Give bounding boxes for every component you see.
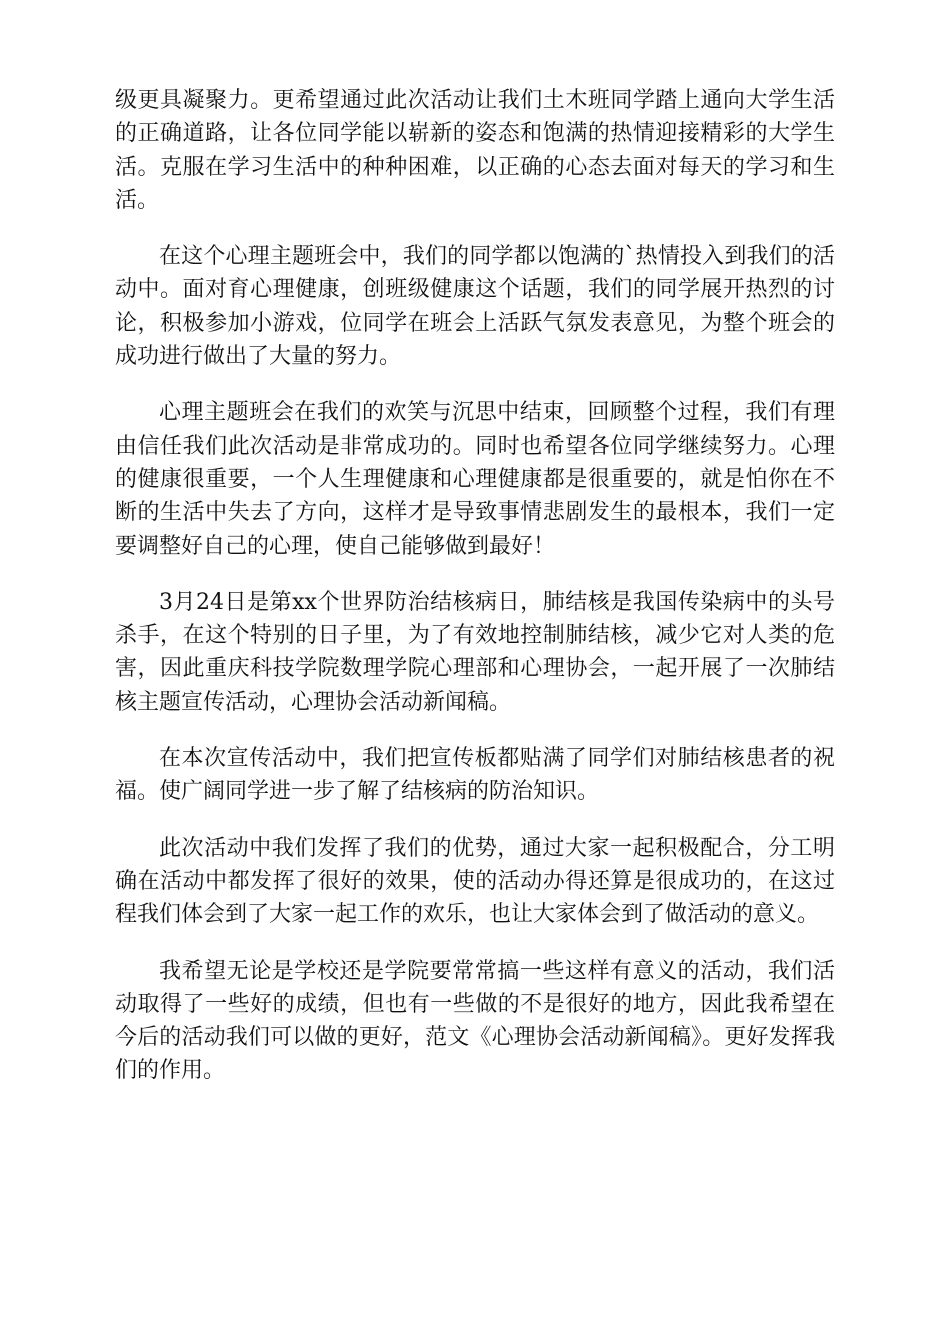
paragraph-1: 级更具凝聚力。更希望通过此次活动让我们土木班同学踏上通向大学生活的正确道路，让各位同学能以崭新的姿态和饱满的热情迎接精彩的大学生活。克服在学习生活中的种种困难，以正确的心态去面对每天的学习和生活。 [115,88,835,213]
paragraph-3: 心理主题班会在我们的欢笑与沉思中结束，回顾整个过程，我们有理由信任我们此次活动是非常成功的。同时也希望各位同学继续努力。心理的健康很重要，一个人生理健康和心理健康都是很重要的，就是怕你在不断的生活中失去了方向，这样才是导致事情悲剧发生的最根本，我们一定要调整好自己的心理，使自己能够做到最好！ [115,400,835,559]
paragraph-7: 我希望无论是学校还是学院要常常搞一些这样有意义的活动，我们活动取得了一些好的成绩，但也有一些做的不是很好的地方，因此我希望在今后的活动我们可以做的更好，范文《心理协会活动新闻稿》。更好发挥我们的作用。 [115,958,835,1084]
paragraph-6: 此次活动中我们发挥了我们的优势，通过大家一起积极配合，分工明确在活动中都发挥了很好的效果，使的活动办得还算是很成功的，在这过程我们体会到了大家一起工作的欢乐，也让大家体会到了做活动的意义。 [115,835,835,928]
paragraph-5: 在本次宣传活动中，我们把宣传板都贴满了同学们对肺结核患者的祝福。使广阔同学进一步了解了结核病的防治知识。 [115,746,835,805]
paragraph-4: 3月24日是第xx个世界防治结核病日，肺结核是我国传染病中的头号杀手，在这个特别的日子里，为了有效地控制肺结核，减少它对人类的危害，因此重庆科技学院数理学院心理部和心理协会，一起开展了一次肺结核主题宣传活动，心理协会活动新闻稿。 [115,589,835,715]
paragraph-2: 在这个心理主题班会中，我们的同学都以饱满的`热情投入到我们的活动中。面对育心理健康，创班级健康这个话题，我们的同学展开热烈的讨论，积极参加小游戏，位同学在班会上活跃气氛发表意见，为整个班会的成功进行做出了大量的努力。 [115,244,835,370]
document-page [115,84,835,1111]
